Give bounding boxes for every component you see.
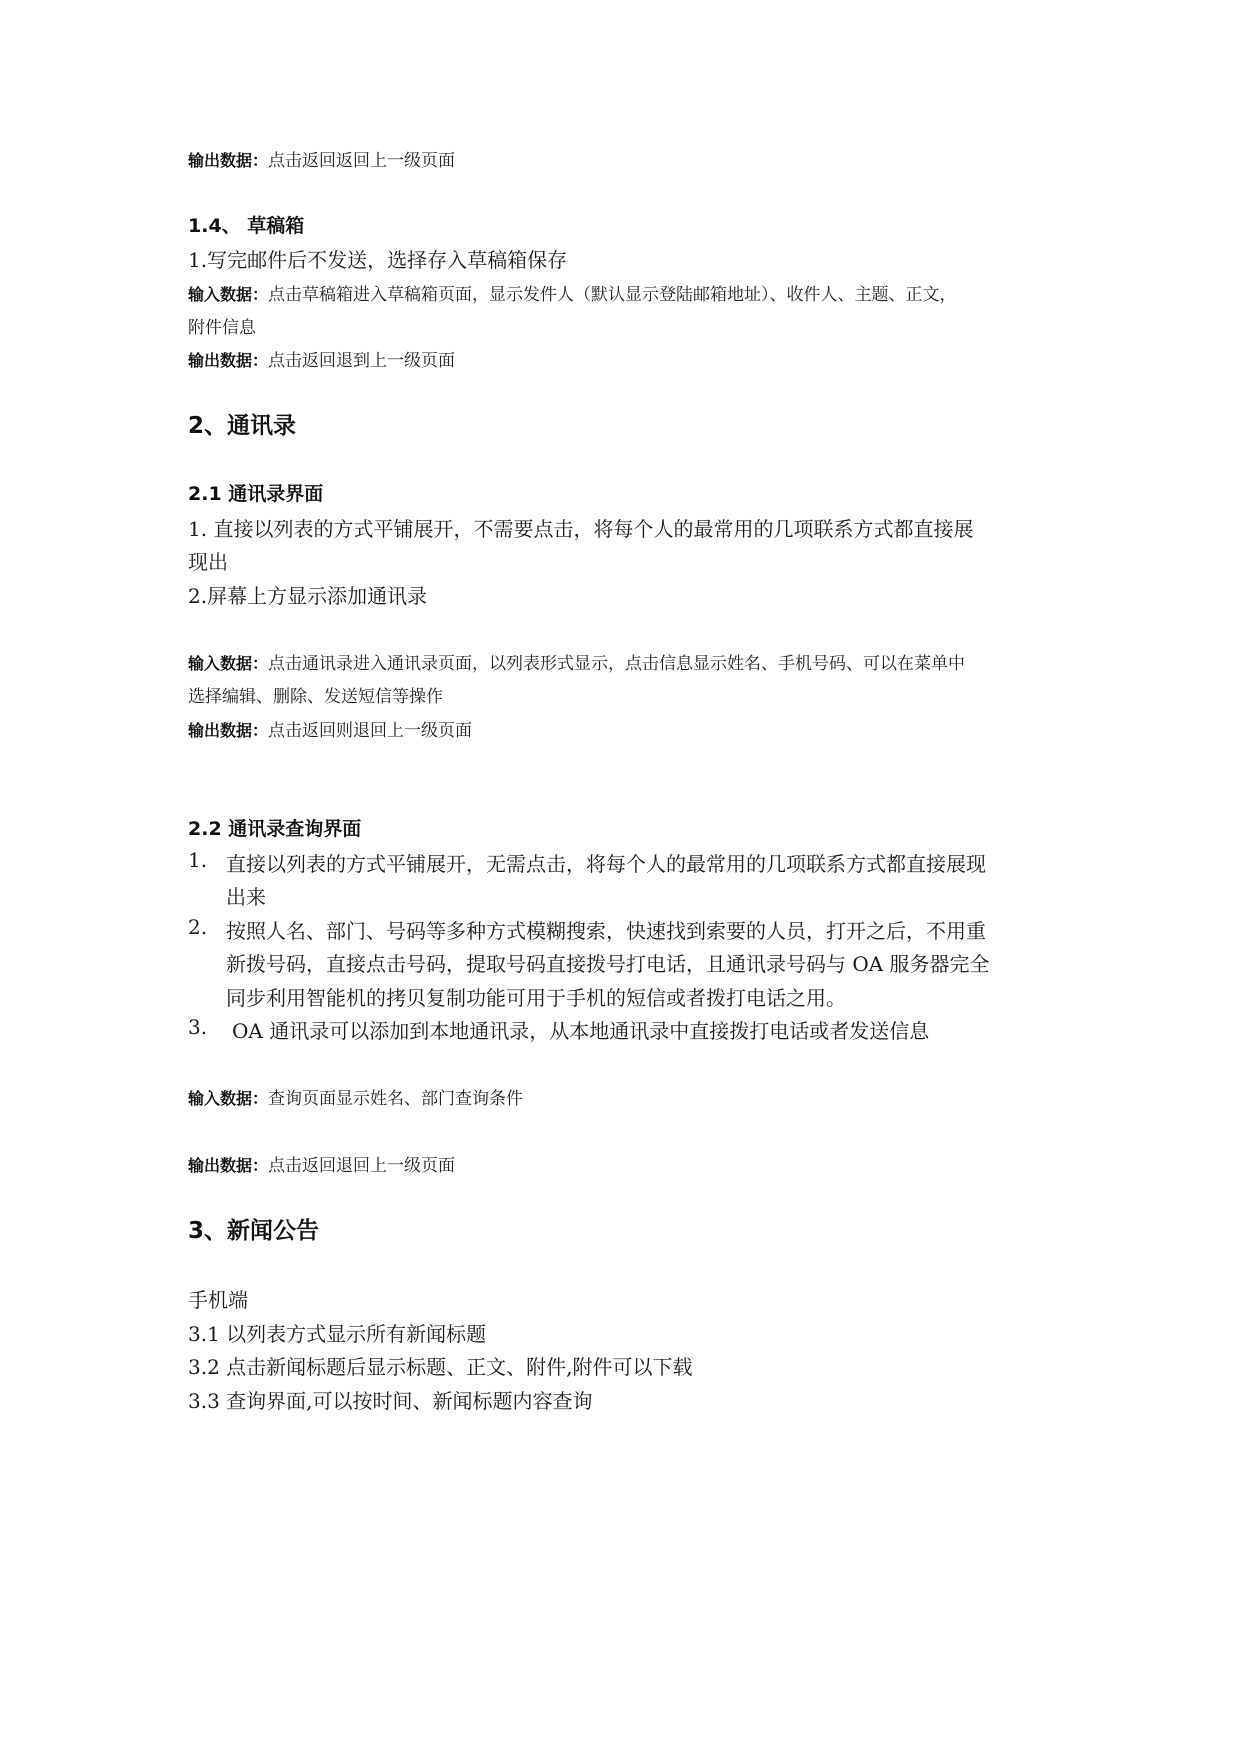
output-label: 输出数据： <box>188 351 269 370</box>
output-label: 输出数据： <box>188 1156 269 1175</box>
list-item-cont: 新拨号码，直接点击号码，提取号码直接拨号打电话，且通讯录号码与 OA 服务器完全 <box>226 952 990 976</box>
output-text: 点击返回则退回上一级页面 <box>268 721 473 741</box>
input-text: 点击草稿箱进入草稿箱页面，显示发件人（默认显示登陆邮箱地址）、收件人、主题、正文， <box>268 285 957 305</box>
input-text: 点击通讯录进入通讯录页面，以列表形式显示，点击信息显示姓名、手机号码、可以在菜单中 <box>268 654 966 674</box>
input-text: 查询页面显示姓名、部门查询条件 <box>268 1089 524 1109</box>
input-text-cont: 附件信息 <box>188 318 256 338</box>
input-label: 输入数据： <box>188 1089 269 1108</box>
input-line <box>188 280 957 305</box>
output-line <box>188 346 455 371</box>
output-text: 点击返回退到上一级页面 <box>268 351 456 371</box>
input-label: 输入数据： <box>188 654 269 673</box>
output-line-pre <box>188 146 455 171</box>
list-item: 直接以列表的方式平铺展开，无需点击，将每个人的最常用的几项联系方式都直接展现 <box>226 852 986 876</box>
input-label: 输入数据： <box>188 285 269 304</box>
list-number: 1. <box>188 848 208 872</box>
section-heading-2: 2、通讯录 <box>188 413 297 439</box>
output-label: 输出数据： <box>188 151 269 170</box>
list-item: 1. 直接以列表的方式平铺展开，不需要点击，将每个人的最常用的几项联系方式都直接展 <box>188 517 974 541</box>
output-line <box>188 1151 455 1176</box>
list-item: 2.屏幕上方显示添加通讯录 <box>188 584 428 608</box>
input-text-cont: 选择编辑、删除、发送短信等操作 <box>188 687 443 707</box>
list-item: 3.1 以列表方式显示所有新闻标题 <box>188 1322 487 1346</box>
output-text: 点击返回返回上一级页面 <box>268 151 456 171</box>
section-heading-3: 3、新闻公告 <box>188 1218 320 1244</box>
output-text: 点击返回退回上一级页面 <box>268 1156 456 1176</box>
list-item: 3.3 查询界面,可以按时间、新闻标题内容查询 <box>188 1389 593 1413</box>
list-item: 按照人名、部门、号码等多种方式模糊搜索，快速找到索要的人员，打开之后，不用重 <box>226 919 986 943</box>
list-item: 1.写完邮件后不发送，选择存入草稿箱保存 <box>188 248 568 272</box>
subheading: 手机端 <box>188 1288 248 1312</box>
output-label: 输出数据： <box>188 721 269 740</box>
list-item: OA 通讯录可以添加到本地通讯录，从本地通讯录中直接拨打电话或者发送信息 <box>232 1019 930 1043</box>
list-number: 3. <box>188 1015 208 1039</box>
section-heading-1-4: 1.4、 草稿箱 <box>188 215 305 237</box>
list-number: 2. <box>188 915 208 939</box>
list-item-cont: 现出 <box>188 550 228 574</box>
input-line <box>188 1084 523 1109</box>
input-line <box>188 649 965 674</box>
section-heading-2-2: 2.2 通讯录查询界面 <box>188 818 362 840</box>
output-line <box>188 716 472 741</box>
section-heading-2-1: 2.1 通讯录界面 <box>188 483 324 505</box>
list-item: 3.2 点击新闻标题后显示标题、正文、附件,附件可以下载 <box>188 1355 693 1379</box>
list-item-cont: 出来 <box>226 885 266 909</box>
list-item-cont: 同步利用智能机的拷贝复制功能可用于手机的短信或者拨打电话之用。 <box>226 986 846 1010</box>
